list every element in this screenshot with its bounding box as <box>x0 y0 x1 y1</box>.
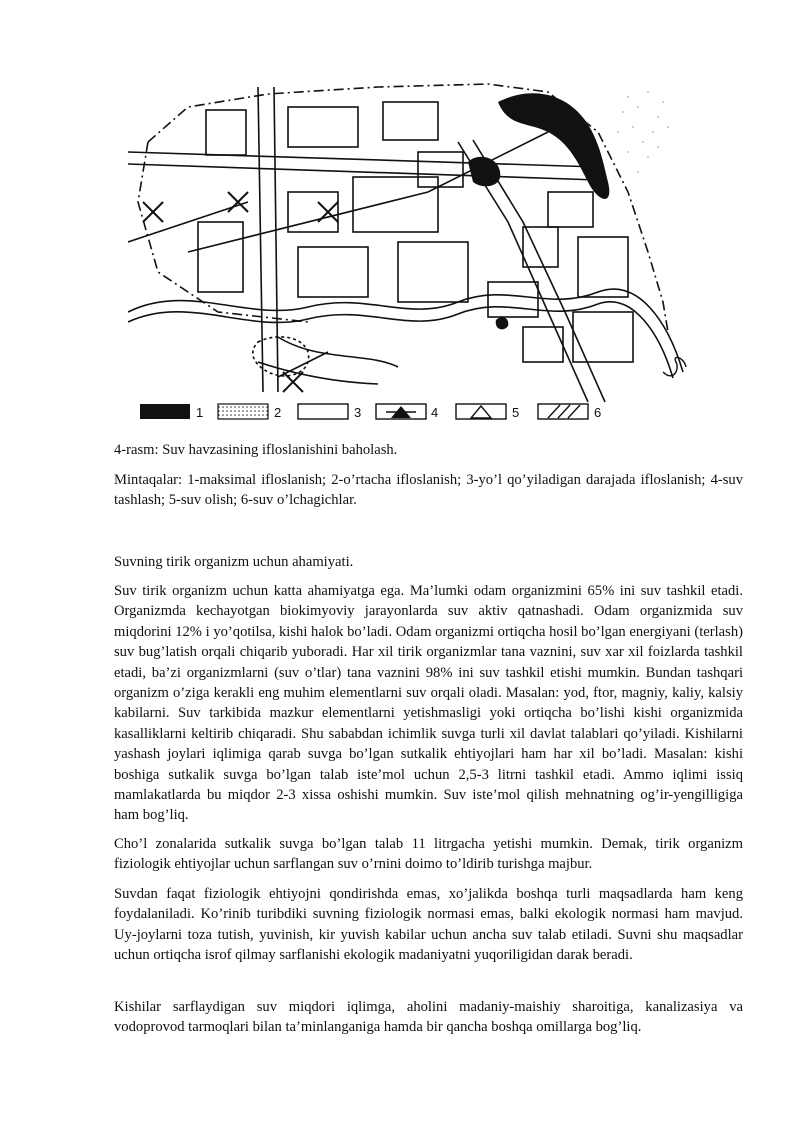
legend-swatch-6 <box>538 404 588 419</box>
map-legend <box>138 398 618 424</box>
legend-number-2: 2 <box>274 405 282 420</box>
legend-swatch-2 <box>218 404 268 419</box>
legend-number-5: 5 <box>512 405 520 420</box>
paragraph-1: Suv tirik organizm uchun katta ahamiyatga ega. Ma’lumki odam organizmini 65% ini suv tashkil etadi. Organizmda kechayotgan biokimyoviy jarayonlarda suv aktiv qatnashadi. Odam organizmida suv miqdorini 12% i yo’qotilsa, kishi halok bo’ladi. Odam organizmi ortiqcha hosil bo’lgan energiyani (terlash) suv bug’latish orqali chiqarib yuboradi. Har xil tirik organizmlar tana vaznini, suv xar xil foizlarda tashkil etadi, ba’zi organizmlarni (suv o’tlar) tana vaznini 98% ini suv tashkil etishi mumkin. Bundan tashqari organizm o’ziga kerakli eng muhim elementlarni suv orqali oladi. Masalan: yod, ftor, magniy, kaliy, kalsiy kabilarni. Suv tarkibida mazkur elementlarni yetishmasligi yoki ortiqcha bo’lishi kishi organizmida kasalliklarni keltirib chiqaradi. Shu sababdan ichimlik suvga turli xil davlat talablari qo’yiladi. Kishilarni yashash joylari iqlimiga qarab suvga bo’lgan sutkalik ehtiyojlari ham har xil bo’ladi. Masalan: kishi boshiga sutkalik suvga bo’lgan talab iste’mol uchun 2,5-3 litrni tashkil etadi. Ammo iqlimi issiq mamlakatlarda bu miqdor 2-3 xissa oshishi mumkin. Suv iste’mol qilish mehnatning og’ir-yengilligiga ham bog’liq. <box>114 583 743 824</box>
section-heading: Suvning tirik organizm uchun ahamiyati. <box>114 554 354 570</box>
legend-swatch-1 <box>140 404 190 419</box>
paragraph-2: Cho’l zonalarida sutkalik suvga bo’lgan talab 11 litrgacha yetishi mumkin. Demak, tirik organizm fiziologik ehtiyojlar uchun sarflangan suv o’rnini doimo to’ldirib turishga majbur. <box>114 836 743 873</box>
legend-number-3: 3 <box>354 405 362 420</box>
pollution-map <box>128 72 688 424</box>
zones-description: Mintaqalar: 1-maksimal ifloslanish; 2-o’rtacha ifloslanish; 3-yo’l qo’yiladigan darajada ifloslanish; 4-suv tashlash; 5-suv olish; 6-suv o’lchagichlar. <box>114 472 743 509</box>
figure-caption: 4-rasm: Suv havzasining ifloslanishini baholash. <box>114 442 398 458</box>
legend-swatch-3 <box>298 404 348 419</box>
legend-number-6: 6 <box>594 405 602 420</box>
paragraph-4: Kishilar sarflaydigan suv miqdori iqlimga, aholini madaniy-maishiy sharoitiga, kanalizasiya va vodoprovod tarmoqlari bilan ta’minlanganiga hamda bir qancha boshqa omillarga bog’liq. <box>114 999 743 1036</box>
legend-number-1: 1 <box>196 405 204 420</box>
paragraph-3: Suvdan faqat fiziologik ehtiyojni qondirishda emas, xo’jalikda boshqa turli maqsadlarda ham keng foydalaniladi. Ko’rinib turibdiki suvning fiziologik normasi emas, balki ekologik normasi ham mavjud. Uy-joylarni toza tutish, yuvinish, kir yuvish kabilar uchun ancha suv talab etiladi. Suvni shu maqsadlar uchun ortiqcha isrof qilmay sarflanishi ekologik madaniyatni yuqoriligidan darak beradi. <box>114 886 743 964</box>
legend-number-4: 4 <box>431 405 439 420</box>
